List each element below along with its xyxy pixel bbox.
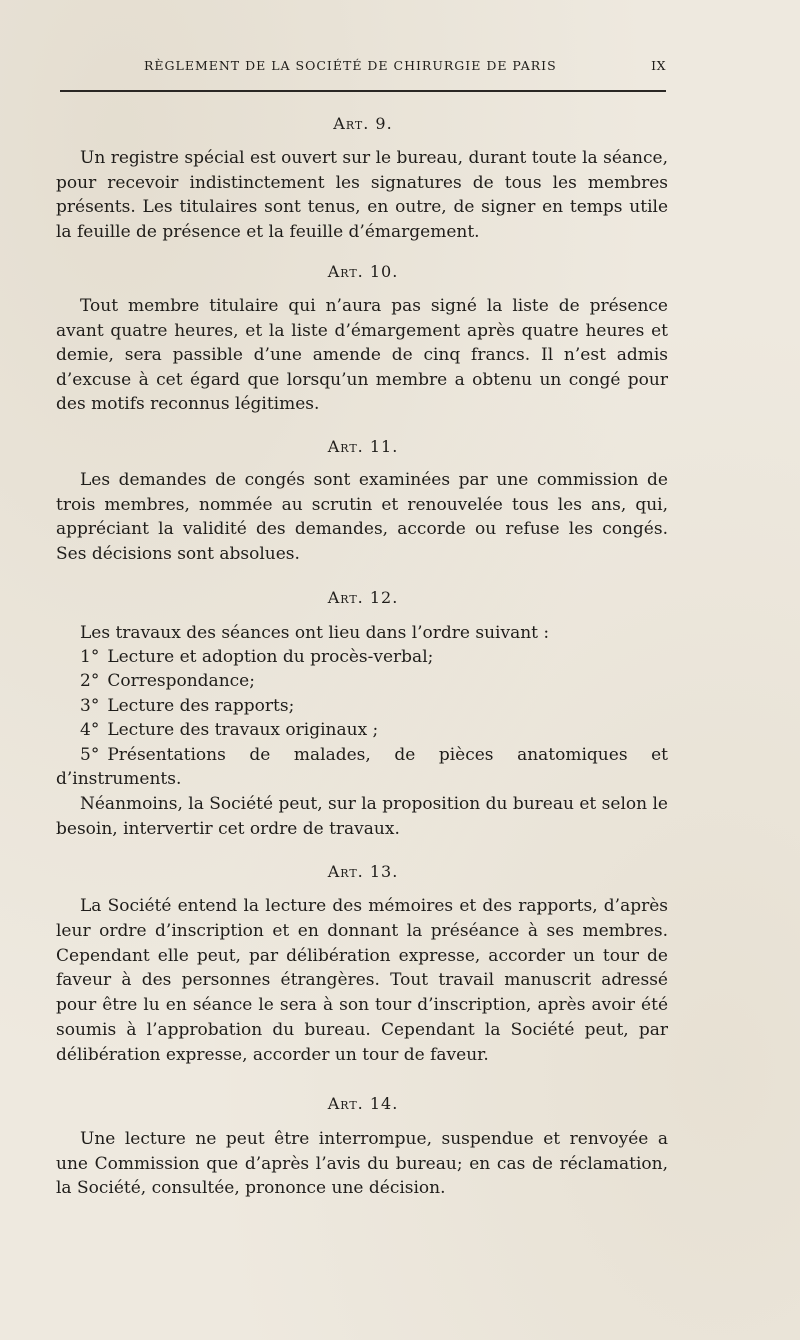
article-heading: Art. 13.	[327, 862, 399, 881]
article-heading: Art. 11.	[327, 437, 399, 456]
article-paragraph: Un registre spécial est ouvert sur le bureau, durant toute la séance, pour recevoir indistinctement les signatures de tous les membres présents. Les titulaires sont tenus, en outre, de signer en temps utile la feuille de présence et la feuille d’émargement.	[56, 148, 668, 242]
list-item-text: Lecture et adoption du procès-verbal;	[107, 647, 434, 667]
page-number: IX	[651, 58, 666, 73]
session-order-list	[56, 645, 668, 791]
list-item-number: 2°	[80, 671, 100, 692]
list-item	[56, 645, 668, 669]
article-heading: Art. 12.	[327, 588, 399, 607]
list-item-number: 1°	[80, 647, 100, 667]
article-heading: Art. 9.	[333, 114, 393, 133]
header-rule	[60, 90, 666, 92]
list-item-number: 5°	[80, 744, 100, 765]
running-header	[60, 54, 666, 78]
article-paragraph: La Société entend la lecture des mémoires et des rapports, d’après leur ordre d’inscription et en donnant la préséance à ses membres. Cependant elle peut, par délibération expresse, accorder un tour de faveur à des personnes étrangères. Tout travail manuscrit adressé pour être lu en séance le sera à son tour d’inscription, après avoir été soumis à l’approbation du bureau. Cependant la Société peut, par délibération expresse, accorder un tour de faveur.	[56, 896, 668, 1065]
article-paragraph: Une lecture ne peut être interrompue, suspendue et renvoyée a une Commission que d’après l’avis du bureau; en cas de réclamation, la Société, consultée, prononce une décision.	[56, 1129, 668, 1199]
running-title: RÈGLEMENT DE LA SOCIÉTÉ DE CHIRURGIE DE PARIS	[144, 58, 557, 73]
list-item-text: Lecture des rapports;	[107, 695, 295, 716]
list-item	[56, 743, 668, 792]
list-item	[56, 718, 668, 742]
list-item-text: Correspondance;	[107, 671, 255, 692]
article-heading: Art. 10.	[327, 262, 399, 281]
article-intro: Les travaux des séances ont lieu dans l’ordre suivant :	[80, 623, 550, 643]
list-item-number: 4°	[80, 720, 100, 741]
list-item-text: Présentations de malades, de pièces anatomiques et d’instruments.	[56, 744, 668, 790]
article-heading: Art. 14.	[327, 1094, 399, 1113]
list-item	[56, 694, 668, 718]
article-paragraph: Tout membre titulaire qui n’aura pas signé la liste de présence avant quatre heures, et la liste d’émargement après quatre heures et demie, sera passible d’une amende de cinq francs. Il n’est admis d’excuse à cet égard que lorsqu’un membre a obtenu un congé pour des motifs reconnus légitimes.	[56, 296, 668, 415]
list-item	[56, 669, 668, 693]
article-paragraph: Les demandes de congés sont examinées par une commission de trois membres, nommée au scrutin et renouvelée tous les ans, qui, appréciant la validité des demandes, accorde ou refuse les congés. Ses décisions sont absolues.	[56, 470, 668, 564]
article-paragraph: Néanmoins, la Société peut, sur la proposition du bureau et selon le besoin, intervertir cet ordre de travaux.	[56, 794, 668, 839]
list-item-text: Lecture des travaux originaux ;	[107, 720, 379, 741]
list-item-number: 3°	[80, 695, 100, 716]
